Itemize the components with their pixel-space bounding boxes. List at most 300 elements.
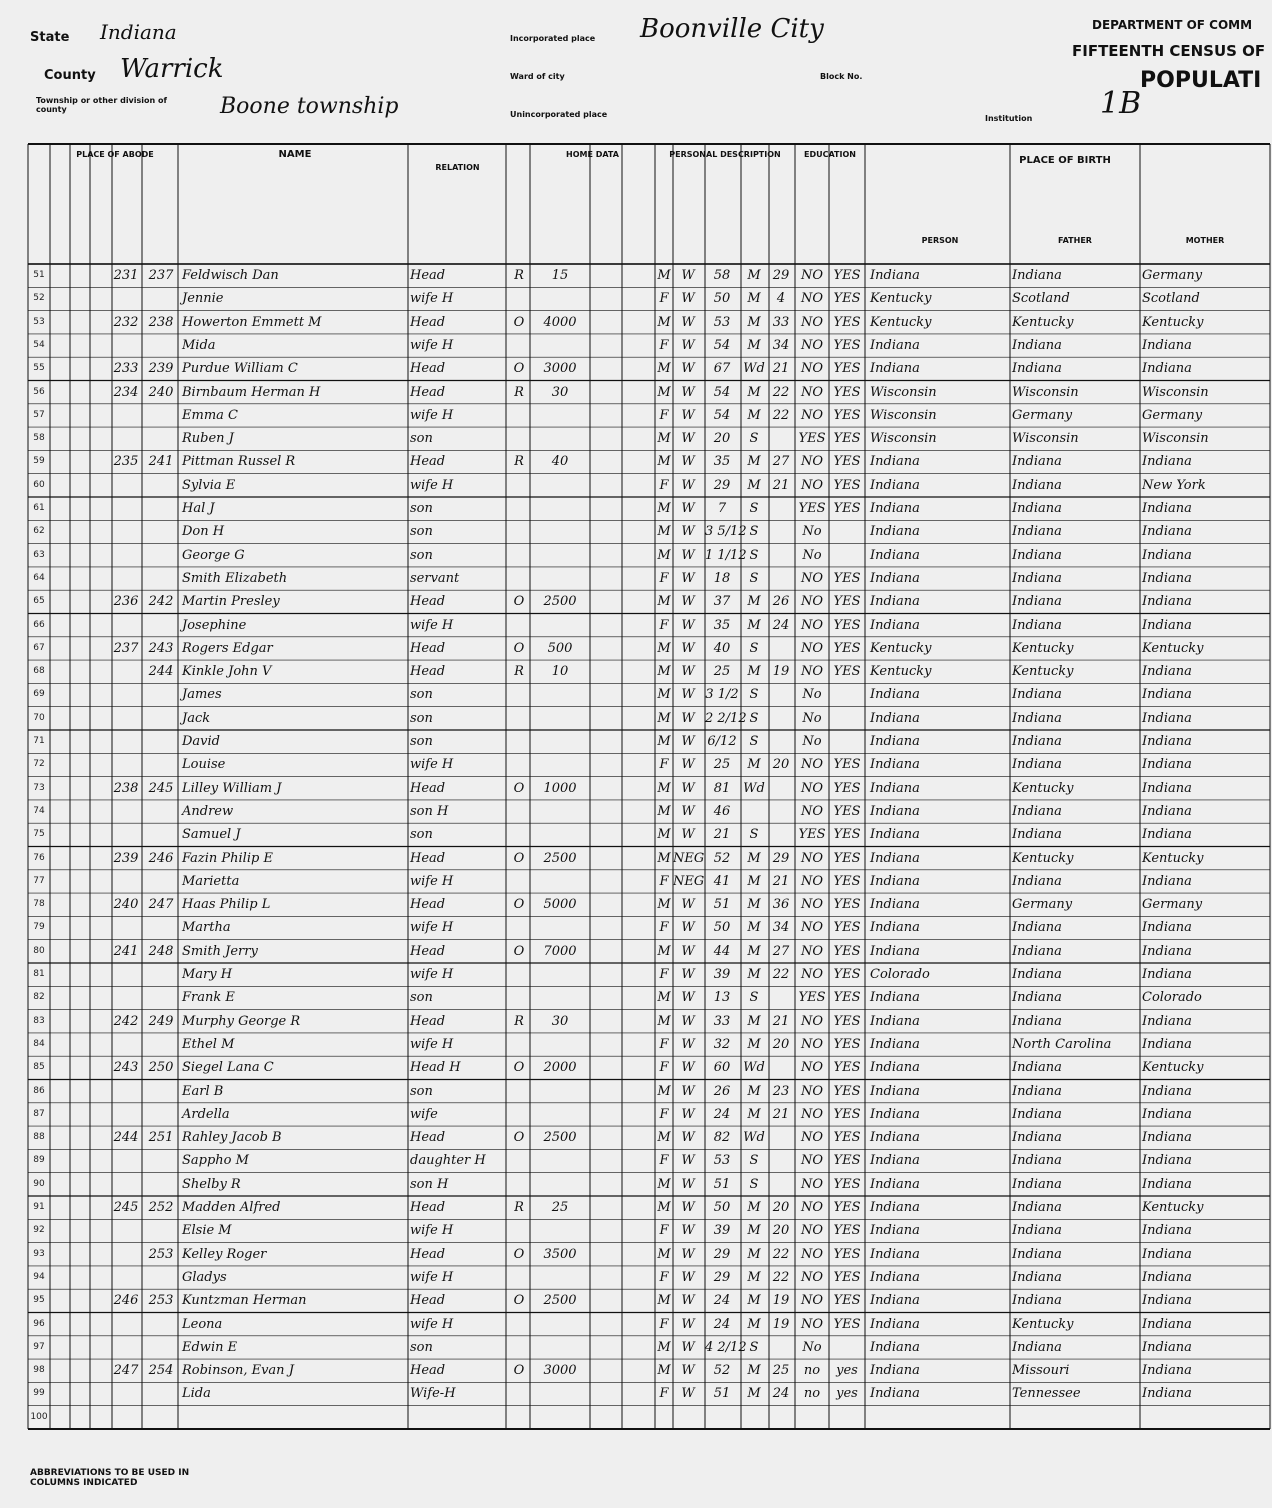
cell-fam xyxy=(144,986,178,1009)
cell-name: Marietta xyxy=(182,873,240,889)
cell-race: W xyxy=(681,477,695,493)
cell-val xyxy=(532,1313,588,1336)
cell-ten xyxy=(508,1173,530,1196)
cell-sch: NO xyxy=(800,1013,824,1029)
township-label: Township or other division of county xyxy=(36,96,167,114)
cell-ten xyxy=(508,1033,530,1056)
cell-mar: S xyxy=(749,501,759,516)
cell-agem xyxy=(769,567,793,590)
cell-ten xyxy=(508,1149,530,1172)
cell-ten xyxy=(508,870,530,893)
cell-rd: YES xyxy=(833,967,861,982)
cell-mar: Wd xyxy=(743,1060,765,1076)
cell-fam: 252 xyxy=(148,1200,174,1215)
cell-age: 58 xyxy=(713,268,731,283)
cell-n: 72 xyxy=(33,759,45,770)
cell-fam xyxy=(144,1313,178,1336)
cell-fbp: Indiana xyxy=(1012,734,1062,749)
cell-rel: wife H xyxy=(410,967,454,982)
cell-fam xyxy=(144,730,178,753)
cell-rel: son H xyxy=(410,803,449,819)
cell-fam: 254 xyxy=(148,1363,174,1379)
cell-rel: Head xyxy=(410,943,446,959)
cell-sch: YES xyxy=(798,990,826,1006)
cell-agem: 20 xyxy=(772,1036,790,1052)
cell-age xyxy=(705,1406,739,1429)
cell-race: W xyxy=(681,1013,695,1029)
cell-mar: M xyxy=(747,594,761,610)
cell-n: 63 xyxy=(33,549,45,560)
cell-rd: YES xyxy=(833,1013,861,1029)
cell-rel: son xyxy=(410,734,433,749)
cell-rel: wife H xyxy=(410,477,454,493)
cell-sch: NO xyxy=(800,407,824,423)
cell-race: W xyxy=(681,1153,695,1169)
cell-rel: Head xyxy=(410,361,446,377)
cell-mbp: Indiana xyxy=(1142,1363,1192,1379)
cell-agem: 4 xyxy=(776,291,786,307)
cell-ten xyxy=(508,1219,530,1242)
cell-mbp: Indiana xyxy=(1142,1083,1192,1099)
cell-race: NEG xyxy=(673,850,705,866)
cell-fam xyxy=(144,1336,178,1359)
cell-mar: M xyxy=(747,1246,761,1262)
cell-age: 53 xyxy=(713,1153,731,1169)
cell-val xyxy=(532,986,588,1009)
cell-sch: NO xyxy=(800,384,824,400)
cell-rel: wife H xyxy=(410,1223,454,1239)
cell-agem: 26 xyxy=(772,594,790,610)
cell-mbp: Indiana xyxy=(1142,570,1192,586)
cell-mar xyxy=(741,800,767,823)
cell-fbp: Indiana xyxy=(1012,547,1062,563)
cell-ten xyxy=(508,520,530,543)
cell-race: W xyxy=(681,780,695,796)
cell-race: W xyxy=(681,920,695,936)
cell-ten xyxy=(508,334,530,357)
cell-ten xyxy=(508,823,530,846)
cell-ten xyxy=(508,707,530,730)
cell-rd xyxy=(829,544,865,567)
cell-race: W xyxy=(681,757,695,773)
cell-age: 2 2/12 xyxy=(705,710,747,726)
cell-dw: 244 xyxy=(113,1130,139,1146)
cell-age: 26 xyxy=(713,1083,731,1099)
cell-agem: 21 xyxy=(772,873,790,889)
cell-race: W xyxy=(681,291,695,307)
cell-bp: Indiana xyxy=(870,1200,920,1215)
person-header: PERSON xyxy=(921,236,959,245)
cell-fam xyxy=(144,520,178,543)
cell-name: Pittman Russel R xyxy=(182,454,296,470)
cell-race: W xyxy=(681,640,695,656)
cell-bp: Indiana xyxy=(870,990,920,1006)
cell-name: Kelley Roger xyxy=(182,1246,267,1262)
cell-fam: 241 xyxy=(148,454,174,470)
cell-mbp: Germany xyxy=(1142,268,1203,283)
cell-ten xyxy=(508,1313,530,1336)
cell-age: 20 xyxy=(713,431,731,447)
cell-race: W xyxy=(681,687,695,703)
cell-mar: S xyxy=(749,1153,759,1169)
cell-age: 54 xyxy=(713,337,731,353)
cell-mar: M xyxy=(747,1316,761,1332)
cell-val: 2500 xyxy=(543,594,577,610)
cell-age: 50 xyxy=(713,1200,731,1215)
cell-sch: NO xyxy=(800,1269,824,1285)
cell-sex: F xyxy=(659,1036,669,1052)
cell-rel: wife H xyxy=(410,1316,454,1332)
cell-agem: 20 xyxy=(772,1223,790,1239)
cell-rd: YES xyxy=(833,314,861,330)
cell-race: W xyxy=(681,1363,695,1379)
cell-sex: F xyxy=(659,873,669,889)
cell-mar: M xyxy=(747,664,761,680)
cell-mbp: Kentucky xyxy=(1142,314,1204,330)
cell-val: 15 xyxy=(551,268,569,283)
cell-race: W xyxy=(681,1130,695,1146)
cell-mbp: Germany xyxy=(1142,897,1203,913)
cell-rd: YES xyxy=(833,384,861,400)
relation-header: RELATION xyxy=(435,163,480,172)
cell-agem: 20 xyxy=(772,1200,790,1215)
cell-rd: yes xyxy=(836,1363,858,1379)
cell-fam: 249 xyxy=(148,1013,174,1029)
cell-val: 7000 xyxy=(543,943,577,959)
cell-sex: F xyxy=(659,291,669,307)
cell-mbp: Indiana xyxy=(1142,873,1192,889)
cell-sex: M xyxy=(657,990,671,1006)
cell-rd: YES xyxy=(833,1269,861,1285)
cell-fam xyxy=(144,474,178,497)
cell-mar: M xyxy=(747,897,761,913)
cell-bp: Indiana xyxy=(870,1060,920,1076)
cell-n: 60 xyxy=(33,479,45,490)
cell-agem: 19 xyxy=(772,1316,790,1332)
cell-fam: 243 xyxy=(148,640,174,656)
state-label: State xyxy=(30,30,70,45)
cell-sch: No xyxy=(802,734,822,749)
cell-bp: Indiana xyxy=(870,268,920,283)
cell-sex: F xyxy=(659,337,669,353)
cell-sch: NO xyxy=(800,897,824,913)
cell-rel: Head xyxy=(410,384,446,400)
cell-agem: 19 xyxy=(772,1293,790,1309)
cell-dw xyxy=(112,916,140,939)
cell-bp: Indiana xyxy=(870,1386,920,1402)
cell-dw: 236 xyxy=(113,594,139,610)
cell-sex: M xyxy=(657,664,671,680)
cell-name: Siegel Lana C xyxy=(182,1060,274,1076)
cell-name: David xyxy=(182,734,220,749)
cell-name: Leona xyxy=(182,1316,223,1332)
cell-sch: NO xyxy=(800,1060,824,1076)
cell-fbp: Indiana xyxy=(1012,803,1062,819)
cell-race: W xyxy=(681,337,695,353)
cell-n: 86 xyxy=(33,1085,45,1096)
cell-sex: M xyxy=(657,524,671,540)
cell-sex: F xyxy=(659,967,669,982)
cell-rel: daughter H xyxy=(410,1153,486,1169)
cell-bp: Indiana xyxy=(870,524,920,540)
cell-dw xyxy=(112,986,140,1009)
cell-ten xyxy=(508,986,530,1009)
cell-age: 50 xyxy=(713,920,731,936)
cell-mbp: Indiana xyxy=(1142,1176,1192,1192)
cell-bp: Indiana xyxy=(870,687,920,703)
cell-fbp: Scotland xyxy=(1012,291,1070,307)
cell-fam xyxy=(144,497,178,520)
cell-sex: M xyxy=(657,361,671,377)
cell-fbp: Indiana xyxy=(1012,361,1062,377)
cell-name: Haas Philip L xyxy=(182,897,271,913)
cell-race: W xyxy=(681,1339,695,1355)
cell-fbp: Kentucky xyxy=(1012,1316,1074,1332)
cell-val: 2000 xyxy=(543,1060,577,1076)
cell-fam xyxy=(144,567,178,590)
cell-age: 54 xyxy=(713,407,731,423)
cell-sch: NO xyxy=(800,873,824,889)
cell-dw xyxy=(112,1080,140,1103)
cell-n: 55 xyxy=(33,363,45,374)
cell-dw xyxy=(112,963,140,986)
cell-val xyxy=(532,1219,588,1242)
cell-sch: NO xyxy=(800,1316,824,1332)
cell-val xyxy=(532,287,588,310)
cell-n: 68 xyxy=(33,666,45,677)
cell-fbp: Indiana xyxy=(1012,477,1062,493)
cell-name: Robinson, Evan J xyxy=(182,1363,294,1379)
cell-mbp: Indiana xyxy=(1142,734,1192,749)
cell-mar: S xyxy=(749,1176,759,1192)
cell-mbp: Indiana xyxy=(1142,664,1192,680)
cell-n: 95 xyxy=(33,1295,45,1306)
cell-agem xyxy=(769,520,793,543)
cell-bp: Indiana xyxy=(870,1223,920,1239)
cell-rd: YES xyxy=(833,1153,861,1169)
cell-agem: 36 xyxy=(772,897,790,913)
cell-name: Fazin Philip E xyxy=(182,850,273,866)
cell-rel: son xyxy=(410,501,433,516)
cell-n: 84 xyxy=(33,1038,45,1049)
cell-sch: NO xyxy=(800,594,824,610)
cell-fbp: Indiana xyxy=(1012,454,1062,470)
cell-bp: Indiana xyxy=(870,920,920,936)
cell-fbp: North Carolina xyxy=(1012,1036,1112,1052)
cell-fbp: Indiana xyxy=(1012,594,1062,610)
cell-rel: wife H xyxy=(410,1269,454,1285)
cell-fam: 240 xyxy=(148,384,174,400)
cell-agem xyxy=(769,986,793,1009)
cell-rd: YES xyxy=(833,1130,861,1146)
cell-sch: NO xyxy=(800,617,824,633)
cell-bp: Kentucky xyxy=(870,314,932,330)
cell-ten xyxy=(508,1406,530,1429)
cell-sex: M xyxy=(657,803,671,819)
cell-dw xyxy=(112,520,140,543)
cell-fbp: Indiana xyxy=(1012,687,1062,703)
cell-n: 87 xyxy=(33,1108,45,1119)
cell-agem: 23 xyxy=(772,1083,790,1099)
cell-rel: servant xyxy=(410,570,460,586)
cell-name: Mida xyxy=(182,337,216,353)
cell-rd: YES xyxy=(833,268,861,283)
cell-age: 1 1/12 xyxy=(705,547,747,563)
cell-rel: Head xyxy=(410,1246,446,1262)
cell-dw xyxy=(112,1149,140,1172)
cell-sex: F xyxy=(659,920,669,936)
cell-n: 70 xyxy=(33,712,45,723)
cell-mar: M xyxy=(747,314,761,330)
cell-mbp: Germany xyxy=(1142,407,1203,423)
cell-agem: 29 xyxy=(772,850,790,866)
cell-mar: M xyxy=(747,407,761,423)
cell-bp: Indiana xyxy=(870,827,920,843)
cell-agem xyxy=(769,427,793,450)
cell-rd: YES xyxy=(833,617,861,633)
cell-rel: Wife-H xyxy=(410,1386,456,1402)
cell-agem xyxy=(769,683,793,706)
cell-fam: 248 xyxy=(148,943,174,959)
cell-val xyxy=(532,800,588,823)
cell-dw: 237 xyxy=(113,640,139,656)
cell-val xyxy=(532,1336,588,1359)
cell-race: W xyxy=(681,1246,695,1262)
cell-race: W xyxy=(681,1036,695,1052)
cell-mbp: Indiana xyxy=(1142,967,1192,982)
cell-age: 39 xyxy=(713,1223,731,1239)
cell-bp: Indiana xyxy=(870,547,920,563)
cell-dw: 247 xyxy=(113,1363,139,1379)
cell-rel: son xyxy=(410,431,433,447)
cell-agem: 21 xyxy=(772,1106,790,1122)
cell-name: Gladys xyxy=(182,1269,227,1285)
cell-val xyxy=(532,823,588,846)
cell-race: W xyxy=(681,594,695,610)
cell-mar: M xyxy=(747,850,761,866)
cell-val xyxy=(532,1173,588,1196)
cell-name: Feldwisch Dan xyxy=(182,268,279,283)
cell-agem xyxy=(769,1173,793,1196)
cell-dw: 240 xyxy=(113,897,139,913)
cell-dw xyxy=(112,334,140,357)
cell-ten xyxy=(508,800,530,823)
cell-ten xyxy=(508,753,530,776)
cell-age: 35 xyxy=(713,617,731,633)
cell-mbp: Indiana xyxy=(1142,710,1192,726)
cell-fbp: Indiana xyxy=(1012,873,1062,889)
cell-ten xyxy=(508,1266,530,1289)
cell-mar: M xyxy=(747,1386,761,1402)
cell-agem xyxy=(769,1406,793,1429)
cell-bp: Indiana xyxy=(870,1246,920,1262)
cell-race: W xyxy=(681,734,695,749)
cell-val: 10 xyxy=(551,664,569,680)
cell-agem: 27 xyxy=(772,943,790,959)
cell-dw xyxy=(112,474,140,497)
cell-sch: NO xyxy=(800,1223,824,1239)
cell-age: 13 xyxy=(713,990,731,1006)
institution-label: Institution xyxy=(985,114,1033,123)
cell-agem xyxy=(769,1336,793,1359)
cell-bp: Indiana xyxy=(870,734,920,749)
cell-sex: M xyxy=(657,501,671,516)
cell-sch: NO xyxy=(800,1130,824,1146)
cell-sex: M xyxy=(657,1130,671,1146)
cell-rd: YES xyxy=(833,943,861,959)
cell-bp: Wisconsin xyxy=(870,431,937,447)
cell-sex: F xyxy=(659,1316,669,1332)
cell-fbp: Indiana xyxy=(1012,1130,1062,1146)
cell-race: W xyxy=(681,547,695,563)
cell-bp: Indiana xyxy=(870,780,920,796)
cell-sch: No xyxy=(802,710,822,726)
cell-sex: F xyxy=(659,1060,669,1076)
cell-dw: 231 xyxy=(113,268,139,283)
cell-fam xyxy=(144,1382,178,1405)
cell-sex: M xyxy=(657,850,671,866)
cell-fbp: Indiana xyxy=(1012,1176,1062,1192)
cell-dw xyxy=(112,1406,140,1429)
cell-sch: No xyxy=(802,524,822,540)
cell-fam xyxy=(144,287,178,310)
cell-mar: S xyxy=(749,570,759,586)
cell-rd xyxy=(829,520,865,543)
cell-sch: no xyxy=(803,1386,821,1402)
cell-bp: Indiana xyxy=(870,1176,920,1192)
cell-fam xyxy=(144,1406,178,1429)
cell-mar: M xyxy=(747,920,761,936)
cell-mbp: Scotland xyxy=(1142,291,1200,307)
cell-name: Samuel J xyxy=(182,827,241,843)
county-label: County xyxy=(44,68,96,83)
cell-agem: 21 xyxy=(772,477,790,493)
cell-name: Rahley Jacob B xyxy=(182,1130,282,1146)
cell-name: Elsie M xyxy=(182,1223,232,1239)
cell-bp: Indiana xyxy=(870,710,920,726)
cell-mbp: Indiana xyxy=(1142,594,1192,610)
cell-agem xyxy=(769,823,793,846)
cell-bp: Indiana xyxy=(870,897,920,913)
cell-fam xyxy=(144,614,178,637)
cell-race: W xyxy=(681,268,695,283)
cell-rel: Head xyxy=(410,640,446,656)
cell-sex: M xyxy=(657,827,671,843)
cell-dw xyxy=(112,544,140,567)
cell-fbp: Kentucky xyxy=(1012,850,1074,866)
cell-sex: M xyxy=(657,1176,671,1192)
cell-ten: O xyxy=(513,1246,525,1262)
cell-mbp: Indiana xyxy=(1142,524,1192,540)
cell-age: 40 xyxy=(713,640,731,656)
cell-sex: F xyxy=(659,1269,669,1285)
cell-fam xyxy=(144,963,178,986)
cell-sex: M xyxy=(657,454,671,470)
cell-race: W xyxy=(681,501,695,516)
cell-sch: No xyxy=(802,1339,822,1355)
place-of-birth-header: PLACE OF BIRTH xyxy=(1019,155,1111,166)
cell-rel: wife H xyxy=(410,407,454,423)
cell-fam: 247 xyxy=(148,897,174,913)
cell-race: W xyxy=(681,1269,695,1285)
cell-bp xyxy=(870,1406,1010,1429)
cell-sch: YES xyxy=(798,827,826,843)
cell-mbp: Indiana xyxy=(1142,547,1192,563)
cell-n: 96 xyxy=(33,1318,45,1329)
cell-bp: Colorado xyxy=(870,967,930,982)
cell-fam: 246 xyxy=(148,850,174,866)
cell-rel: son xyxy=(410,990,433,1006)
